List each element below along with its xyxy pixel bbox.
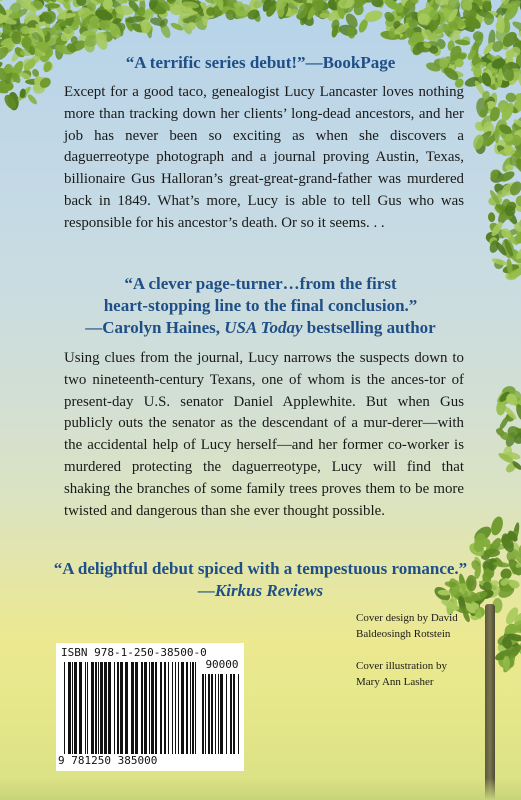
ean-barcode-bars xyxy=(64,662,196,754)
middle-quote-line-1: “A clever page-turner…from the first xyxy=(124,274,397,293)
barcode-bar xyxy=(192,662,194,754)
barcode-bar xyxy=(208,674,210,754)
barcode-bar xyxy=(87,662,88,754)
barcode-bar xyxy=(108,662,111,754)
middle-quote-source xyxy=(0,317,521,339)
barcode-bar xyxy=(72,662,73,754)
top-review-quote xyxy=(0,52,521,74)
barcode-bar xyxy=(190,662,191,754)
bottom-review-quote xyxy=(0,558,521,602)
barcode-bar xyxy=(205,674,206,754)
bottom-quote-text: “A delightful debut spiced with a tempestuous romance.” xyxy=(53,559,468,578)
barcode-bar xyxy=(215,674,216,754)
middle-review-quote xyxy=(0,273,521,339)
barcode-bar xyxy=(160,662,162,754)
leaf xyxy=(45,3,61,8)
leaf xyxy=(488,212,496,222)
barcode-bar xyxy=(238,674,239,754)
barcode-bar xyxy=(131,662,134,754)
barcode-bar xyxy=(95,662,97,754)
grass-strip xyxy=(0,778,521,800)
middle-quote-source-suffix: bestselling author xyxy=(306,318,436,337)
middle-quote-line-2: heart-stopping line to the final conclusion.” xyxy=(103,296,418,315)
price-code: 90000 xyxy=(205,658,239,671)
cover-illustration-line-2: Mary Ann Lasher xyxy=(356,676,434,688)
top-quote-source: —BookPage xyxy=(305,53,396,72)
barcode-bar xyxy=(218,674,219,754)
barcode-bar xyxy=(114,662,115,754)
leaf xyxy=(26,93,38,106)
barcode-bar xyxy=(117,662,119,754)
bottom-quote-source: —Kirkus Reviews xyxy=(197,581,324,600)
cover-design-line-1: Cover design by David xyxy=(356,612,458,624)
barcode-bar xyxy=(226,674,227,754)
barcode-bar xyxy=(100,662,103,754)
middle-quote-source-prefix: —Carolyn Haines, xyxy=(85,318,221,337)
barcode-bar xyxy=(186,662,188,754)
leaf xyxy=(498,169,516,184)
ean-digits: 9 781250 385000 xyxy=(58,754,158,767)
price-addon-barcode-bars xyxy=(202,674,240,754)
barcode-bar xyxy=(175,662,176,754)
isbn-barcode xyxy=(56,643,244,771)
cover-design-line-2: Baldeosingh Rotstein xyxy=(356,628,451,640)
barcode-bar xyxy=(202,674,204,754)
barcode-bar xyxy=(144,662,147,754)
cover-illustration-credit xyxy=(356,658,506,690)
barcode-bar xyxy=(91,662,94,754)
barcode-bar xyxy=(125,662,128,754)
barcode-bar xyxy=(181,662,184,754)
barcode-bar xyxy=(104,662,107,754)
isbn-text: ISBN 978-1-250-38500-0 xyxy=(61,646,207,659)
barcode-bar xyxy=(74,662,77,754)
barcode-bar xyxy=(79,662,82,754)
top-quote-text: “A terrific series debut!” xyxy=(125,53,306,72)
barcode-bar xyxy=(151,662,154,754)
barcode-bar xyxy=(155,662,157,754)
barcode-bar xyxy=(85,662,86,754)
leaf xyxy=(489,515,505,537)
leaf xyxy=(0,0,4,2)
barcode-bar xyxy=(120,662,123,754)
barcode-bar xyxy=(68,662,71,754)
barcode-bar xyxy=(98,662,99,754)
barcode-bar xyxy=(195,662,196,754)
blurb-paragraph-2: Using clues from the journal, Lucy narrows the suspects down to two nineteenth-century Texans, one of whom is the ances-tor of present-day U.S. senator Daniel Applewhite. But when Gus publicly outs the senator as the descendant of a mur-derer—with the accidental help of Lucy herself—and her former co-worker is murdered protecting the daguerreotype, Lucy will find that shaking the branches of some family trees proves them to be more twisted and dangerous than she ever thought possible. xyxy=(64,350,464,519)
middle-quote-source-publication: USA Today xyxy=(224,318,303,337)
barcode-bar xyxy=(230,674,232,754)
barcode-bar xyxy=(233,674,235,754)
cover-design-credit xyxy=(356,610,506,642)
barcode-bar xyxy=(172,662,173,754)
barcode-bar xyxy=(135,662,138,754)
barcode-bar xyxy=(64,662,65,754)
barcode-bar xyxy=(149,662,150,754)
blurb-paragraph-1: Except for a good taco, genealogist Lucy Lancaster loves nothing more than tracking down her clients’ long-dead ancestors, and her job has never been so exciting as when she discovers a daguerreotype photograph and a journal proving Austin, Texas, billionaire Gus Halloran’s great-great-grand-father was murdered back in 1849. What’s more, Lucy is able to tell Gus who was responsible for his ancestor’s death. Or so it seems. . . xyxy=(64,84,464,231)
barcode-bar xyxy=(211,674,213,754)
barcode-bar xyxy=(178,662,179,754)
barcode-bar xyxy=(164,662,166,754)
barcode-bar xyxy=(220,674,223,754)
barcode-bar xyxy=(141,662,143,754)
barcode-bar xyxy=(168,662,169,754)
cover-illustration-line-1: Cover illustration by xyxy=(356,660,448,672)
